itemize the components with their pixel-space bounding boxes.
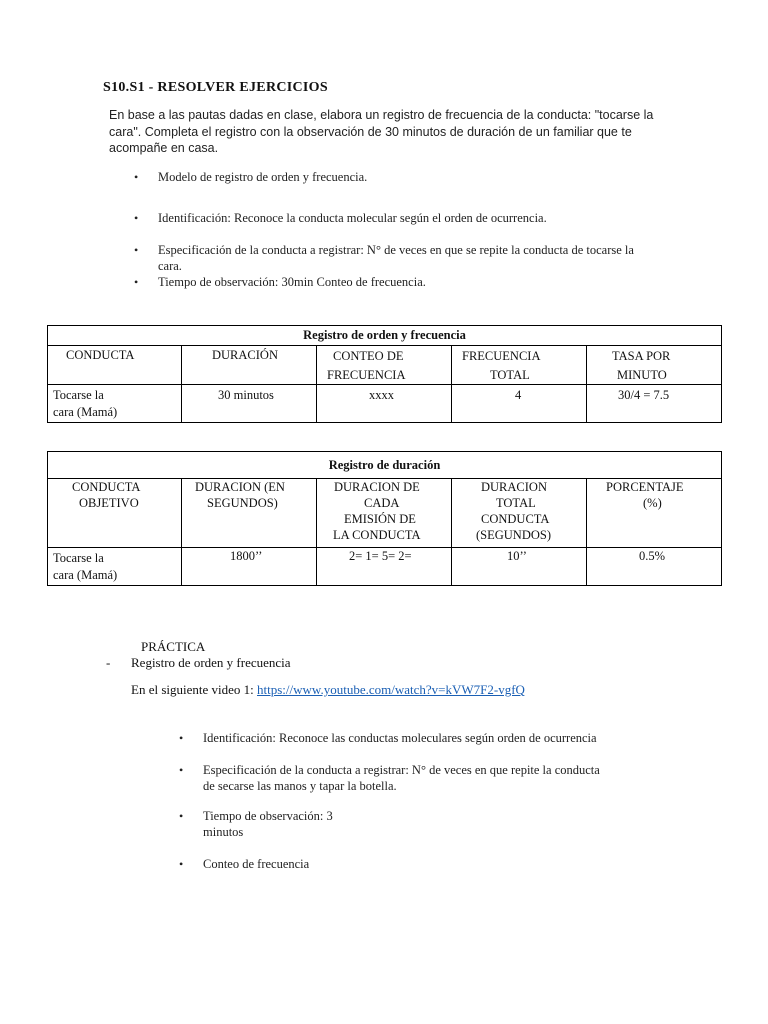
table-header-row: [48, 479, 722, 548]
row-cell: 1800’’: [230, 549, 263, 563]
header-cell: OBJETIVO: [79, 496, 139, 510]
header-cell: (SEGUNDOS): [476, 528, 551, 542]
bullet-text: Identificación: Reconoce las conductas moleculares según orden de ocurrencia: [203, 731, 597, 745]
practice-bullet: [179, 856, 699, 872]
table-caption: Registro de duración: [48, 452, 722, 479]
practice-bullet: [179, 762, 699, 794]
frequency-record-table: [47, 325, 722, 423]
row-cell: 30/4 = 7.5: [618, 388, 670, 402]
bullet-icon: •: [134, 211, 139, 225]
header-cell: SEGUNDOS): [207, 496, 278, 510]
bullet-icon: •: [179, 857, 184, 871]
intro-paragraph: En base a las pautas dadas en clase, elabora un registro de frecuencia de la conducta: "tocarse la cara". Completa el registro con la observación de 30 minutos de duración de un familiar que te acompañe en casa.: [109, 108, 654, 155]
bullet-text: Identificación: Reconoce la conducta molecular según el orden de ocurrencia.: [158, 211, 547, 225]
header-cell: DURACIÓN: [212, 348, 278, 362]
header-cell: CONDUCTA: [66, 348, 135, 362]
table-caption: Registro de orden y frecuencia: [48, 326, 722, 346]
duration-record-table: [47, 451, 722, 586]
row-cell: 10’’: [507, 549, 527, 563]
bullet-item: [134, 274, 694, 290]
row-cell: cara (Mamá): [53, 568, 118, 582]
bullet-icon: •: [179, 731, 184, 745]
header-cell: CONTEO DE: [333, 349, 404, 363]
bullet-icon: •: [134, 170, 139, 184]
row-cell: cara (Mamá): [53, 405, 118, 419]
row-cell: xxxx: [369, 388, 394, 402]
bullet-item: [134, 169, 694, 185]
header-cell: DURACION (EN: [195, 480, 285, 494]
table-header-row: [48, 346, 722, 385]
practica-heading: PRÁCTICA: [141, 639, 206, 654]
row-cell: 2= 1= 5= 2=: [349, 549, 412, 563]
header-cell: CONDUCTA: [72, 480, 141, 494]
row-cell: 30 minutos: [218, 388, 274, 402]
header-cell: EMISIÓN DE: [344, 512, 416, 526]
bullet-text: Modelo de registro de orden y frecuencia.: [158, 170, 368, 184]
video-line: [131, 682, 525, 698]
bullet-text-continued: cara.: [158, 259, 182, 273]
practice-bullet: [179, 808, 699, 840]
bullet-item: [134, 210, 714, 226]
header-cell: FRECUENCIA: [462, 349, 541, 363]
bullet-icon: •: [134, 243, 139, 257]
header-cell: CONDUCTA: [481, 512, 550, 526]
page-title: S10.S1 - RESOLVER EJERCICIOS: [103, 80, 328, 95]
header-cell: LA CONDUCTA: [333, 528, 421, 542]
table-row: [48, 548, 722, 586]
bullet-text: Tiempo de observación: 3: [203, 809, 333, 823]
header-cell: MINUTO: [617, 368, 667, 382]
row-cell: Tocarse la: [53, 551, 104, 565]
header-cell: (%): [643, 496, 662, 510]
bullet-text: Especificación de la conducta a registrar: N° de veces en que se repite la conducta de tocarse la: [158, 243, 634, 257]
bullet-icon: •: [179, 763, 184, 777]
row-cell: 0.5%: [639, 549, 666, 563]
header-cell: CADA: [364, 496, 400, 510]
header-cell: TASA POR: [612, 349, 671, 363]
header-cell: PORCENTAJE: [606, 480, 684, 494]
bullet-text-continued: de secarse las manos y tapar la botella.: [203, 779, 397, 793]
bullet-text: Especificación de la conducta a registrar: N° de veces en que repite la conducta: [203, 763, 600, 777]
bullet-text: Conteo de frecuencia: [203, 857, 310, 871]
row-cell: Tocarse la: [53, 388, 104, 402]
header-cell: FRECUENCIA: [327, 368, 406, 382]
practica-item: Registro de orden y frecuencia: [131, 655, 291, 670]
video-prefix: En el siguiente video 1:: [131, 682, 254, 697]
bullet-icon: •: [134, 275, 139, 289]
header-cell: DURACION DE: [334, 480, 420, 494]
bullet-text: Tiempo de observación: 30min Conteo de frecuencia.: [158, 275, 426, 289]
bullet-icon: •: [179, 809, 184, 823]
dash-marker: -: [106, 655, 111, 670]
header-cell: DURACION: [481, 480, 547, 494]
bullet-item: [134, 242, 734, 274]
row-cell: 4: [515, 388, 522, 402]
bullet-text-continued: minutos: [203, 825, 244, 839]
header-cell: TOTAL: [496, 496, 536, 510]
table-row: [48, 385, 722, 423]
header-cell: TOTAL: [490, 368, 530, 382]
video-link[interactable]: https://www.youtube.com/watch?v=kVW7F2-vgfQ: [257, 682, 525, 697]
practice-bullet: [179, 730, 699, 746]
